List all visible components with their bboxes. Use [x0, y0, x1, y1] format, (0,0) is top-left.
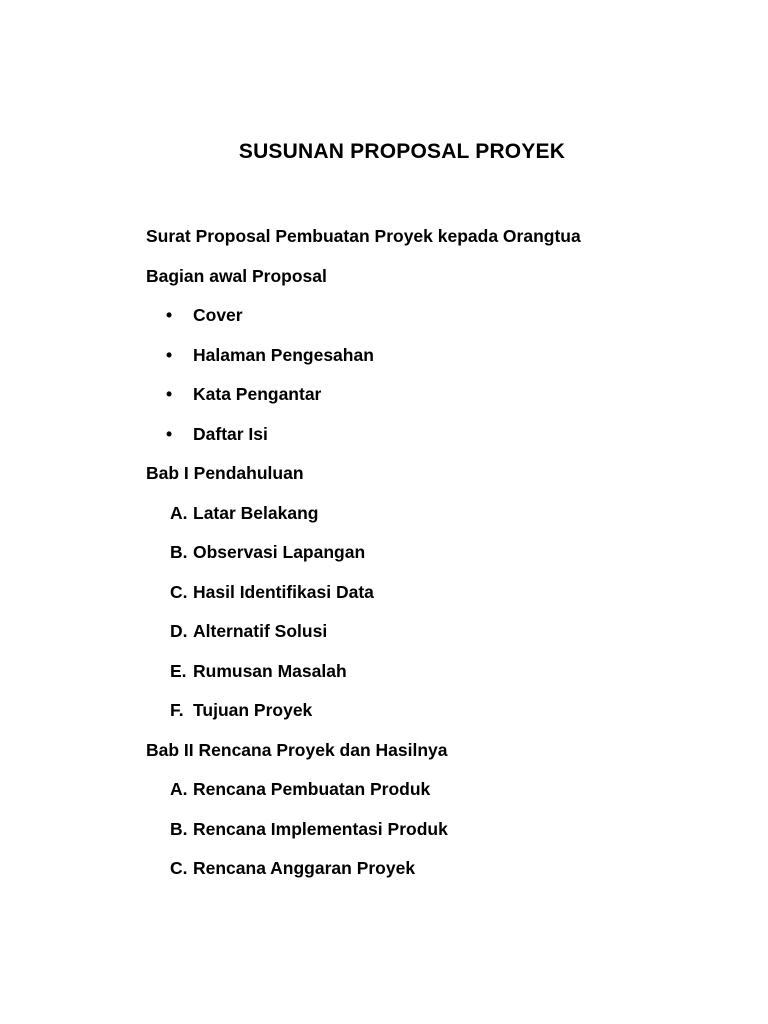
lettered-item [146, 579, 746, 619]
letter-marker: B. [170, 542, 188, 562]
lettered-item [146, 816, 746, 856]
letter-marker: F. [170, 700, 184, 720]
heading-text: Surat Proposal Pembuatan Proyek kepada Orangtua [146, 226, 581, 246]
bullet-text: Cover [193, 305, 243, 325]
bullet-marker: • [166, 344, 173, 365]
heading-text: Bab II Rencana Proyek dan Hasilnya [146, 739, 448, 760]
section-heading [146, 223, 746, 263]
letter-marker: C. [170, 581, 188, 602]
item-text: Hasil Identifikasi Data [193, 581, 374, 602]
item-text: Tujuan Proyek [193, 700, 313, 720]
item-text: Latar Belakang [193, 502, 319, 523]
lettered-item [146, 618, 746, 658]
item-text: Rumusan Masalah [193, 660, 347, 681]
item-text: Rencana Implementasi Produk [193, 818, 448, 839]
bullet-item [146, 342, 746, 382]
item-text: Rencana Anggaran Proyek [193, 858, 416, 878]
lettered-item [146, 658, 746, 698]
letter-marker: D. [170, 621, 188, 641]
lettered-item [146, 697, 746, 737]
bullet-item [146, 302, 746, 342]
bullet-item [146, 421, 746, 461]
item-text: Rencana Pembuatan Produk [193, 779, 431, 799]
item-text: Observasi Lapangan [193, 542, 366, 562]
item-text: Alternatif Solusi [193, 621, 328, 641]
section-heading [146, 263, 746, 303]
letter-marker: E. [170, 660, 187, 681]
letter-marker: A. [170, 502, 188, 523]
letter-marker: A. [170, 779, 188, 799]
bullet-text: Halaman Pengesahan [193, 344, 374, 365]
bullet-text: Daftar Isi [193, 423, 268, 444]
section-heading [146, 737, 746, 777]
bullet-item [146, 381, 746, 421]
bullet-marker: • [166, 423, 173, 444]
bullet-marker: • [166, 384, 173, 404]
section-heading [146, 460, 746, 500]
lettered-item [146, 539, 746, 579]
document-title: SUSUNAN PROPOSAL PROYEK [238, 140, 566, 163]
lettered-item [146, 855, 746, 895]
bullet-text: Kata Pengantar [193, 384, 322, 404]
heading-text: Bagian awal Proposal [146, 265, 327, 286]
letter-marker: C. [170, 858, 188, 878]
lettered-item [146, 776, 746, 816]
lettered-item [146, 500, 746, 540]
heading-text: Bab I Pendahuluan [146, 463, 304, 483]
letter-marker: B. [170, 818, 188, 839]
bullet-marker: • [166, 305, 173, 325]
outline-list [146, 223, 746, 895]
